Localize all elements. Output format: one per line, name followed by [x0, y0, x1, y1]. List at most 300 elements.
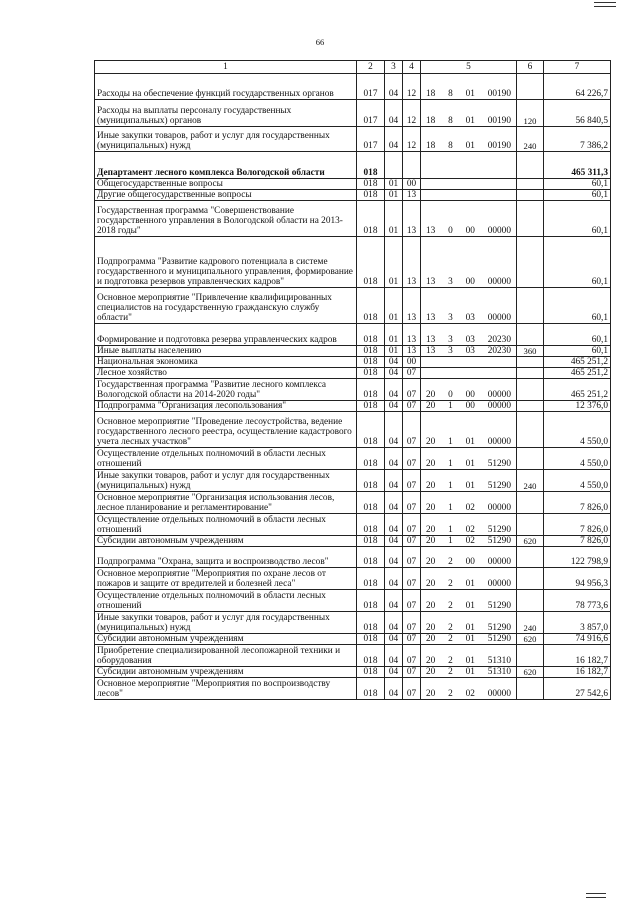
row-code: 018	[357, 237, 385, 288]
row-code: 018	[357, 678, 385, 700]
row-expense-type	[517, 547, 544, 568]
budget-table	[94, 60, 611, 700]
target-article-part: 13	[426, 346, 436, 356]
row-subsection: 07	[403, 401, 421, 412]
row-sum: 4 550,0	[544, 412, 611, 448]
row-target-article	[421, 74, 517, 100]
target-article-code	[423, 689, 514, 699]
target-article-part: 03	[465, 335, 475, 345]
row-name: Основное мероприятие "Проведение лесоустройства, ведение государственного лесного реестра, осуществление кадастрового учета лесных участков"	[95, 412, 357, 448]
row-sum: 27 542,6	[544, 678, 611, 700]
table-row	[95, 201, 611, 237]
table-row	[95, 357, 611, 368]
target-article-code	[423, 634, 514, 644]
target-article-part: 1	[448, 503, 453, 513]
target-article-part: 51290	[487, 525, 511, 535]
row-expense-type: 240	[517, 470, 544, 492]
target-article-part: 20	[426, 536, 436, 546]
row-section: 01	[385, 324, 403, 346]
row-expense-type	[517, 237, 544, 288]
row-sum: 56 840,5	[544, 100, 611, 127]
target-article-part: 00000	[487, 401, 511, 411]
row-subsection: 07	[403, 568, 421, 590]
row-name: Основное мероприятие "Мероприятия по охране лесов от пожаров и защите от вредителей и болезней леса"	[95, 568, 357, 590]
row-target-article	[421, 634, 517, 645]
row-subsection: 07	[403, 667, 421, 678]
row-target-article	[421, 667, 517, 678]
target-article-part: 01	[465, 634, 475, 644]
row-expense-type	[517, 324, 544, 346]
target-article-code	[423, 437, 514, 447]
target-article-part: 00	[465, 277, 475, 287]
row-name: Департамент лесного комплекса Вологодской области	[95, 152, 357, 179]
row-name: Иные закупки товаров, работ и услуг для государственных (муниципальных) нужд	[95, 127, 357, 152]
target-article-part: 13	[426, 335, 436, 345]
table-row	[95, 536, 611, 547]
table-row	[95, 612, 611, 634]
row-subsection: 07	[403, 645, 421, 667]
row-name: Приобретение специализированной лесопожарной техники и оборудования	[95, 645, 357, 667]
target-article-code	[423, 481, 514, 491]
row-expense-type: 620	[517, 634, 544, 645]
row-subsection: 07	[403, 536, 421, 547]
row-name: Расходы на выплаты персоналу государственных (муниципальных) органов	[95, 100, 357, 127]
target-article-part: 02	[465, 525, 475, 535]
target-article-part: 2	[448, 557, 453, 567]
target-article-part: 00000	[487, 437, 511, 447]
target-article-part: 20	[426, 579, 436, 589]
row-code: 018	[357, 492, 385, 514]
row-sum: 465 251,2	[544, 357, 611, 368]
row-target-article	[421, 470, 517, 492]
row-section: 04	[385, 568, 403, 590]
row-sum: 7 826,0	[544, 536, 611, 547]
table-row	[95, 547, 611, 568]
row-name: Субсидии автономным учреждениям	[95, 536, 357, 547]
table-row	[95, 127, 611, 152]
row-expense-type	[517, 401, 544, 412]
row-subsection: 07	[403, 612, 421, 634]
row-subsection: 07	[403, 590, 421, 612]
table-row	[95, 568, 611, 590]
target-article-part: 51290	[487, 481, 511, 491]
row-sum: 60,1	[544, 201, 611, 237]
table-row	[95, 634, 611, 645]
row-name: Основное мероприятие "Привлечение квалифицированных специалистов на государственную гражданскую службу области"	[95, 288, 357, 324]
target-article-part: 51290	[487, 623, 511, 633]
row-code: 018	[357, 536, 385, 547]
row-sum: 4 550,0	[544, 470, 611, 492]
row-section: 04	[385, 401, 403, 412]
row-code: 018	[357, 201, 385, 237]
target-article-code	[423, 579, 514, 589]
row-name: Иные выплаты населению	[95, 346, 357, 357]
target-article-part: 1	[448, 481, 453, 491]
row-section: 04	[385, 127, 403, 152]
table-row	[95, 470, 611, 492]
row-target-article	[421, 514, 517, 536]
row-section: 04	[385, 645, 403, 667]
row-target-article	[421, 201, 517, 237]
row-sum: 7 826,0	[544, 492, 611, 514]
target-article-part: 2	[448, 579, 453, 589]
row-subsection: 07	[403, 379, 421, 401]
target-article-code	[423, 141, 514, 151]
target-article-part: 20	[426, 656, 436, 666]
row-expense-type: 360	[517, 346, 544, 357]
row-section: 01	[385, 190, 403, 201]
row-section	[385, 152, 403, 179]
row-target-article	[421, 100, 517, 127]
row-expense-type: 620	[517, 667, 544, 678]
target-article-part: 20	[426, 481, 436, 491]
target-article-part: 51310	[487, 656, 511, 666]
target-article-part: 18	[426, 141, 436, 151]
target-article-part: 00190	[487, 116, 511, 126]
row-sum: 60,1	[544, 190, 611, 201]
row-expense-type	[517, 568, 544, 590]
header-col-7: 7	[544, 61, 611, 74]
row-name: Государственная программа "Развитие лесного комплекса Вологодской области на 2014-2020 годы"	[95, 379, 357, 401]
table-row	[95, 379, 611, 401]
target-article-part: 2	[448, 667, 453, 677]
target-article-part: 20	[426, 623, 436, 633]
row-sum: 16 182,7	[544, 645, 611, 667]
row-subsection: 07	[403, 547, 421, 568]
target-article-part: 0	[448, 390, 453, 400]
target-article-part: 01	[465, 459, 475, 469]
target-article-part: 03	[465, 313, 475, 323]
target-article-part: 02	[465, 689, 475, 699]
row-code: 018	[357, 590, 385, 612]
target-article-part: 00	[465, 226, 475, 236]
target-article-part: 01	[465, 437, 475, 447]
row-target-article	[421, 612, 517, 634]
row-expense-type	[517, 514, 544, 536]
header-col-6: 6	[517, 61, 544, 74]
row-code: 018	[357, 634, 385, 645]
target-article-code	[423, 226, 514, 236]
row-sum: 60,1	[544, 288, 611, 324]
row-code: 017	[357, 74, 385, 100]
row-code: 018	[357, 667, 385, 678]
target-article-part: 1	[448, 525, 453, 535]
row-expense-type	[517, 379, 544, 401]
table-row	[95, 74, 611, 100]
row-section: 04	[385, 678, 403, 700]
target-article-part: 2	[448, 689, 453, 699]
table-row	[95, 179, 611, 190]
row-code: 017	[357, 100, 385, 127]
target-article-part: 00000	[487, 277, 511, 287]
row-subsection: 12	[403, 74, 421, 100]
row-subsection: 12	[403, 100, 421, 127]
row-target-article	[421, 324, 517, 346]
target-article-part: 01	[465, 667, 475, 677]
row-expense-type	[517, 448, 544, 470]
target-article-part: 51290	[487, 601, 511, 611]
row-sum: 60,1	[544, 237, 611, 288]
target-article-part: 02	[465, 503, 475, 513]
row-code: 018	[357, 568, 385, 590]
row-expense-type	[517, 179, 544, 190]
header-col-1: 1	[95, 61, 357, 74]
table-row	[95, 190, 611, 201]
row-subsection: 07	[403, 470, 421, 492]
target-article-code	[423, 667, 514, 677]
header-col-5: 5	[421, 61, 517, 74]
row-expense-type	[517, 288, 544, 324]
row-name: Подпрограмма "Охрана, защита и воспроизводство лесов"	[95, 547, 357, 568]
target-article-part: 00000	[487, 390, 511, 400]
target-article-part: 18	[426, 116, 436, 126]
row-subsection: 13	[403, 346, 421, 357]
target-article-part: 00190	[487, 141, 511, 151]
target-article-part: 20	[426, 401, 436, 411]
table-row	[95, 152, 611, 179]
target-article-code	[423, 536, 514, 546]
header-col-2: 2	[357, 61, 385, 74]
row-expense-type	[517, 645, 544, 667]
target-article-code	[423, 503, 514, 513]
row-section: 04	[385, 448, 403, 470]
row-subsection: 13	[403, 324, 421, 346]
row-sum: 122 798,9	[544, 547, 611, 568]
row-sum: 60,1	[544, 179, 611, 190]
target-article-part: 3	[448, 313, 453, 323]
header-col-4: 4	[403, 61, 421, 74]
target-article-part: 20	[426, 667, 436, 677]
row-sum: 64 226,7	[544, 74, 611, 100]
row-subsection: 07	[403, 412, 421, 448]
row-code: 018	[357, 357, 385, 368]
target-article-part: 00000	[487, 557, 511, 567]
row-expense-type	[517, 678, 544, 700]
table-row	[95, 645, 611, 667]
target-article-part: 3	[448, 277, 453, 287]
target-article-part: 01	[465, 89, 475, 99]
row-code: 018	[357, 324, 385, 346]
row-code: 018	[357, 179, 385, 190]
target-article-part: 1	[448, 437, 453, 447]
target-article-part: 20	[426, 503, 436, 513]
table-row	[95, 667, 611, 678]
target-article-part: 01	[465, 579, 475, 589]
row-code: 018	[357, 412, 385, 448]
table-row	[95, 368, 611, 379]
row-name: Иные закупки товаров, работ и услуг для государственных (муниципальных) нужд	[95, 470, 357, 492]
row-sum: 4 550,0	[544, 448, 611, 470]
target-article-part: 51290	[487, 634, 511, 644]
row-code: 018	[357, 346, 385, 357]
target-article-code	[423, 390, 514, 400]
row-target-article	[421, 568, 517, 590]
row-expense-type	[517, 201, 544, 237]
row-target-article	[421, 412, 517, 448]
target-article-part: 20230	[487, 335, 511, 345]
target-article-part: 00000	[487, 313, 511, 323]
table-row	[95, 237, 611, 288]
row-section: 04	[385, 634, 403, 645]
row-target-article	[421, 492, 517, 514]
target-article-part: 01	[465, 623, 475, 633]
row-sum: 465 311,3	[544, 152, 611, 179]
row-target-article	[421, 379, 517, 401]
row-subsection: 12	[403, 127, 421, 152]
row-subsection: 07	[403, 514, 421, 536]
target-article-part: 00000	[487, 689, 511, 699]
row-name: Субсидии автономным учреждениям	[95, 667, 357, 678]
target-article-part: 13	[426, 313, 436, 323]
row-expense-type	[517, 368, 544, 379]
row-section: 01	[385, 237, 403, 288]
target-article-part: 20	[426, 390, 436, 400]
row-section: 04	[385, 590, 403, 612]
row-sum: 16 182,7	[544, 667, 611, 678]
target-article-part: 01	[465, 141, 475, 151]
row-name: Подпрограмма "Развитие кадрового потенциала в системе государственного и муниципального управления, формирование и подготовка резервов управленческих кадров"	[95, 237, 357, 288]
row-section: 01	[385, 288, 403, 324]
row-code: 018	[357, 379, 385, 401]
row-name: Государственная программа "Совершенствование государственного управления в Вологодской области на 2013-2018 годы"	[95, 201, 357, 237]
row-sum: 12 376,0	[544, 401, 611, 412]
row-name: Общегосударственные вопросы	[95, 179, 357, 190]
header-col-3: 3	[385, 61, 403, 74]
target-article-code	[423, 313, 514, 323]
row-name: Лесное хозяйство	[95, 368, 357, 379]
row-target-article	[421, 288, 517, 324]
target-article-part: 20	[426, 459, 436, 469]
row-name: Другие общегосударственные вопросы	[95, 190, 357, 201]
target-article-part: 2	[448, 634, 453, 644]
table-row	[95, 100, 611, 127]
target-article-part: 13	[426, 226, 436, 236]
table-row	[95, 678, 611, 700]
row-sum: 7 826,0	[544, 514, 611, 536]
target-article-part: 51310	[487, 667, 511, 677]
row-section: 04	[385, 357, 403, 368]
row-section: 04	[385, 74, 403, 100]
target-article-part: 51290	[487, 459, 511, 469]
row-section: 04	[385, 379, 403, 401]
target-article-part: 00000	[487, 579, 511, 589]
row-code: 018	[357, 645, 385, 667]
row-section: 01	[385, 346, 403, 357]
row-section: 04	[385, 470, 403, 492]
row-target-article	[421, 127, 517, 152]
table-row	[95, 590, 611, 612]
page-number: 66	[315, 37, 325, 47]
target-article-code	[423, 401, 514, 411]
row-sum: 78 773,6	[544, 590, 611, 612]
row-name: Основное мероприятие "Организация использования лесов, лесное планирование и регламентирование"	[95, 492, 357, 514]
target-article-part: 8	[448, 116, 453, 126]
target-article-part: 18	[426, 89, 436, 99]
target-article-part: 00	[465, 401, 475, 411]
target-article-part: 8	[448, 89, 453, 99]
row-code: 018	[357, 190, 385, 201]
corner-scan-mark-bottom	[586, 893, 606, 898]
row-expense-type	[517, 590, 544, 612]
target-article-code	[423, 525, 514, 535]
row-name: Осуществление отдельных полномочий в области лесных отношений	[95, 514, 357, 536]
row-name: Осуществление отдельных полномочий в области лесных отношений	[95, 590, 357, 612]
target-article-part: 01	[465, 601, 475, 611]
row-expense-type	[517, 412, 544, 448]
row-name: Иные закупки товаров, работ и услуг для государственных (муниципальных) нужд	[95, 612, 357, 634]
target-article-part: 20	[426, 634, 436, 644]
target-article-code	[423, 623, 514, 633]
row-target-article	[421, 645, 517, 667]
target-article-part: 2	[448, 656, 453, 666]
target-article-part: 00	[465, 557, 475, 567]
row-subsection: 07	[403, 448, 421, 470]
row-expense-type	[517, 74, 544, 100]
target-article-code	[423, 335, 514, 345]
row-expense-type	[517, 492, 544, 514]
row-target-article	[421, 678, 517, 700]
row-section: 04	[385, 100, 403, 127]
row-sum: 94 956,3	[544, 568, 611, 590]
row-target-article	[421, 237, 517, 288]
row-code: 018	[357, 612, 385, 634]
row-name: Расходы на обеспечение функций государственных органов	[95, 74, 357, 100]
row-name: Национальная экономика	[95, 357, 357, 368]
target-article-part: 13	[426, 277, 436, 287]
target-article-part: 0	[448, 226, 453, 236]
target-article-part: 20	[426, 557, 436, 567]
row-name: Осуществление отдельных полномочий в области лесных отношений	[95, 448, 357, 470]
row-expense-type: 620	[517, 536, 544, 547]
row-code: 018	[357, 288, 385, 324]
row-section: 01	[385, 179, 403, 190]
row-name: Формирование и подготовка резерва управленческих кадров	[95, 324, 357, 346]
row-section: 01	[385, 201, 403, 237]
table-row	[95, 324, 611, 346]
row-subsection: 07	[403, 634, 421, 645]
row-sum: 465 251,2	[544, 379, 611, 401]
row-subsection	[403, 152, 421, 179]
row-sum: 465 251,2	[544, 368, 611, 379]
row-section: 04	[385, 514, 403, 536]
row-section: 04	[385, 667, 403, 678]
table-row	[95, 492, 611, 514]
row-code: 018	[357, 401, 385, 412]
row-code: 018	[357, 368, 385, 379]
row-sum: 7 386,2	[544, 127, 611, 152]
row-code: 018	[357, 547, 385, 568]
target-article-code	[423, 116, 514, 126]
target-article-part: 20	[426, 437, 436, 447]
target-article-part: 03	[465, 346, 475, 356]
row-target-article	[421, 152, 517, 179]
target-article-part: 51290	[487, 536, 511, 546]
row-subsection: 13	[403, 237, 421, 288]
row-subsection: 00	[403, 179, 421, 190]
row-section: 04	[385, 368, 403, 379]
row-sum: 60,1	[544, 324, 611, 346]
row-expense-type: 240	[517, 127, 544, 152]
row-subsection: 00	[403, 357, 421, 368]
row-code: 018	[357, 152, 385, 179]
row-expense-type	[517, 190, 544, 201]
target-article-part: 01	[465, 116, 475, 126]
table-row	[95, 346, 611, 357]
target-article-part: 2	[448, 623, 453, 633]
row-target-article	[421, 547, 517, 568]
table-row	[95, 514, 611, 536]
row-target-article	[421, 536, 517, 547]
